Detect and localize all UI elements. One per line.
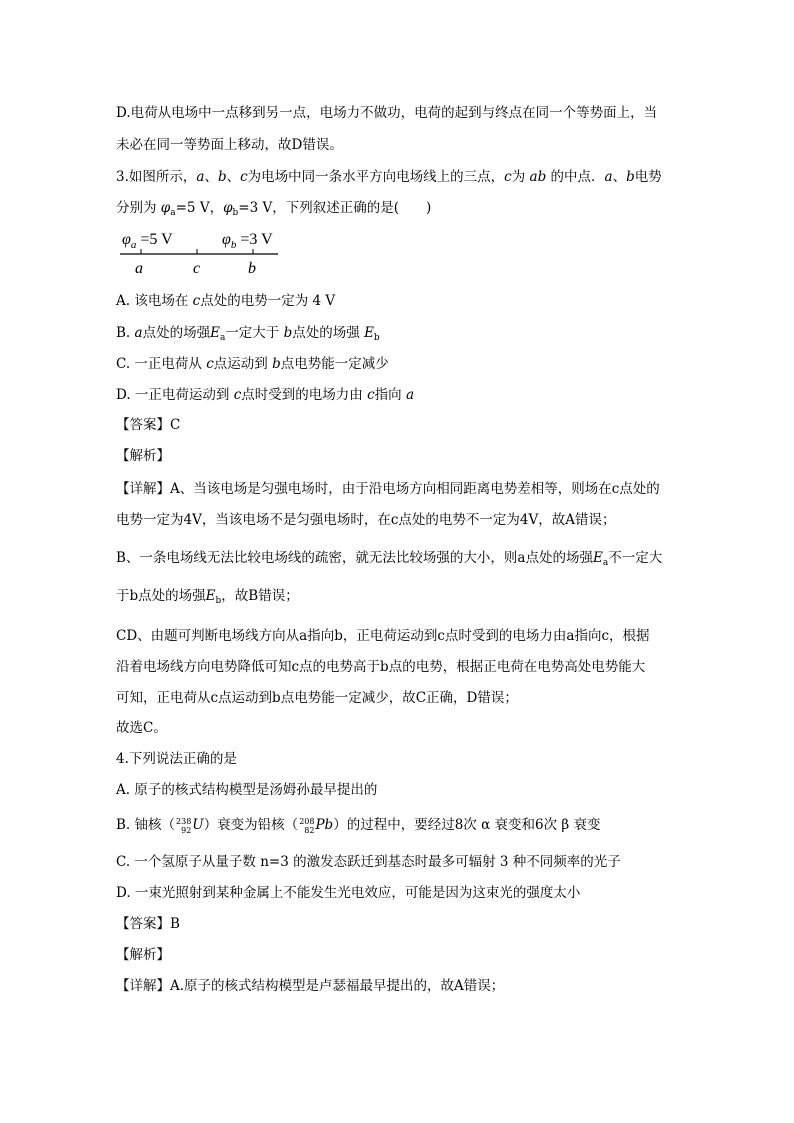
q3-detail-line-6: 沿着电场线方向电势降低可知c点的电势高于b点的电势，根据正电荷在电势高处电势能大 [116,659,646,675]
uranium-isotope-numbers: 238 92 [176,816,192,835]
q4-option-a: A. 原子的核式结构模型是汤姆孙最早提出的 [116,782,378,798]
q3-detail-line-4: 于b点处的场强$E_b$，故B错误； [116,588,299,606]
q3-detail-line-5: CD、由题可判断电场线方向从a指向b，正电荷运动到c点时受到的电场力由a指向c，根据 [116,628,650,644]
q3-option-c: C. 一正电荷从 c点运动到 b点电势能一定减少 [116,356,389,372]
q4-detail-line-1: 【详解】A.原子的核式结构模型是卢瑟福最早提出的，故A错误； [116,978,505,994]
field-line-figure [116,226,291,284]
q4-answer: 【答案】B [116,916,180,932]
q3-option-d: D. 一正电荷运动到 c点时受到的电场力由 c指向 a [116,387,415,403]
q3-detail-line-8: 故选C。 [116,720,167,736]
q4-option-c: C. 一个氢原子从量子数 n=3 的激发态跃迁到基态时最多可辐射 3 种不同频率的光子 [116,854,621,870]
q3-detail-line-2: 电势一定为4V，当该电场不是匀强电场时，在c点处的电势不一定为4V，故A错误； [116,512,616,528]
q3-answer: 【答案】C [116,417,181,433]
prev-d-option-line-1: D.电荷从电场中一点移到另一点，电场力不做功，电荷的起到与终点在同一个等势面上，当 [116,105,658,121]
q4-option-d: D. 一束光照射到某种金属上不能发生光电效应，可能是因为这束光的强度太小 [116,885,581,901]
phi-a-label: $\varphi_a =5$ V [122,231,173,251]
point-a-label: a [135,260,143,277]
q3-stem-line-2: 分别为 $\varphi_a=5$ V，$\varphi_b=3$ V，下列叙述正确的是( ) [116,200,432,218]
phi-b-label: $\varphi_b =3$ V [222,231,273,251]
q4-option-b: B. 铀核（238 92U）衰变为铅核（208 82Pb）的过程中，要经过8次 α 衰变和6次 β 衰变 [116,816,601,835]
q3-detail-line-3: B、一条电场线无法比较电场线的疏密，就无法比较场强的大小，则a点处的场强$E_a$不一定大 [116,550,663,568]
prev-d-option-line-2: 未必在同一等势面上移动，故D错误。 [116,137,343,153]
q3-analysis-heading: 【解析】 [116,448,170,464]
point-c-label: c [193,260,201,277]
lead-isotope-numbers: 208 82 [299,816,315,835]
q4-stem: 4.下列说法正确的是 [116,751,237,767]
point-b-label: b [248,260,256,277]
q3-detail-line-1: 【详解】A、当该电场是匀强电场时，由于沿电场方向相同距离电势差相等，则场在c点处的 [116,481,660,497]
q3-option-a: A. 该电场在 c点处的电势一定为 4 V [116,293,336,309]
q3-option-b: B. a点处的场强$E_a$一定大于 b点处的场强 $E_b$ [116,325,380,343]
q3-stem-line-1: 3.如图所示，a、b、c为电场中同一条水平方向电场线上的三点，c为 ab 的中点．a、b电势 [116,169,662,185]
q3-detail-line-7: 可知，正电荷从c点运动到b点电势能一定减少，故C正确，D错误； [116,690,518,706]
q4-analysis-heading: 【解析】 [116,947,170,963]
